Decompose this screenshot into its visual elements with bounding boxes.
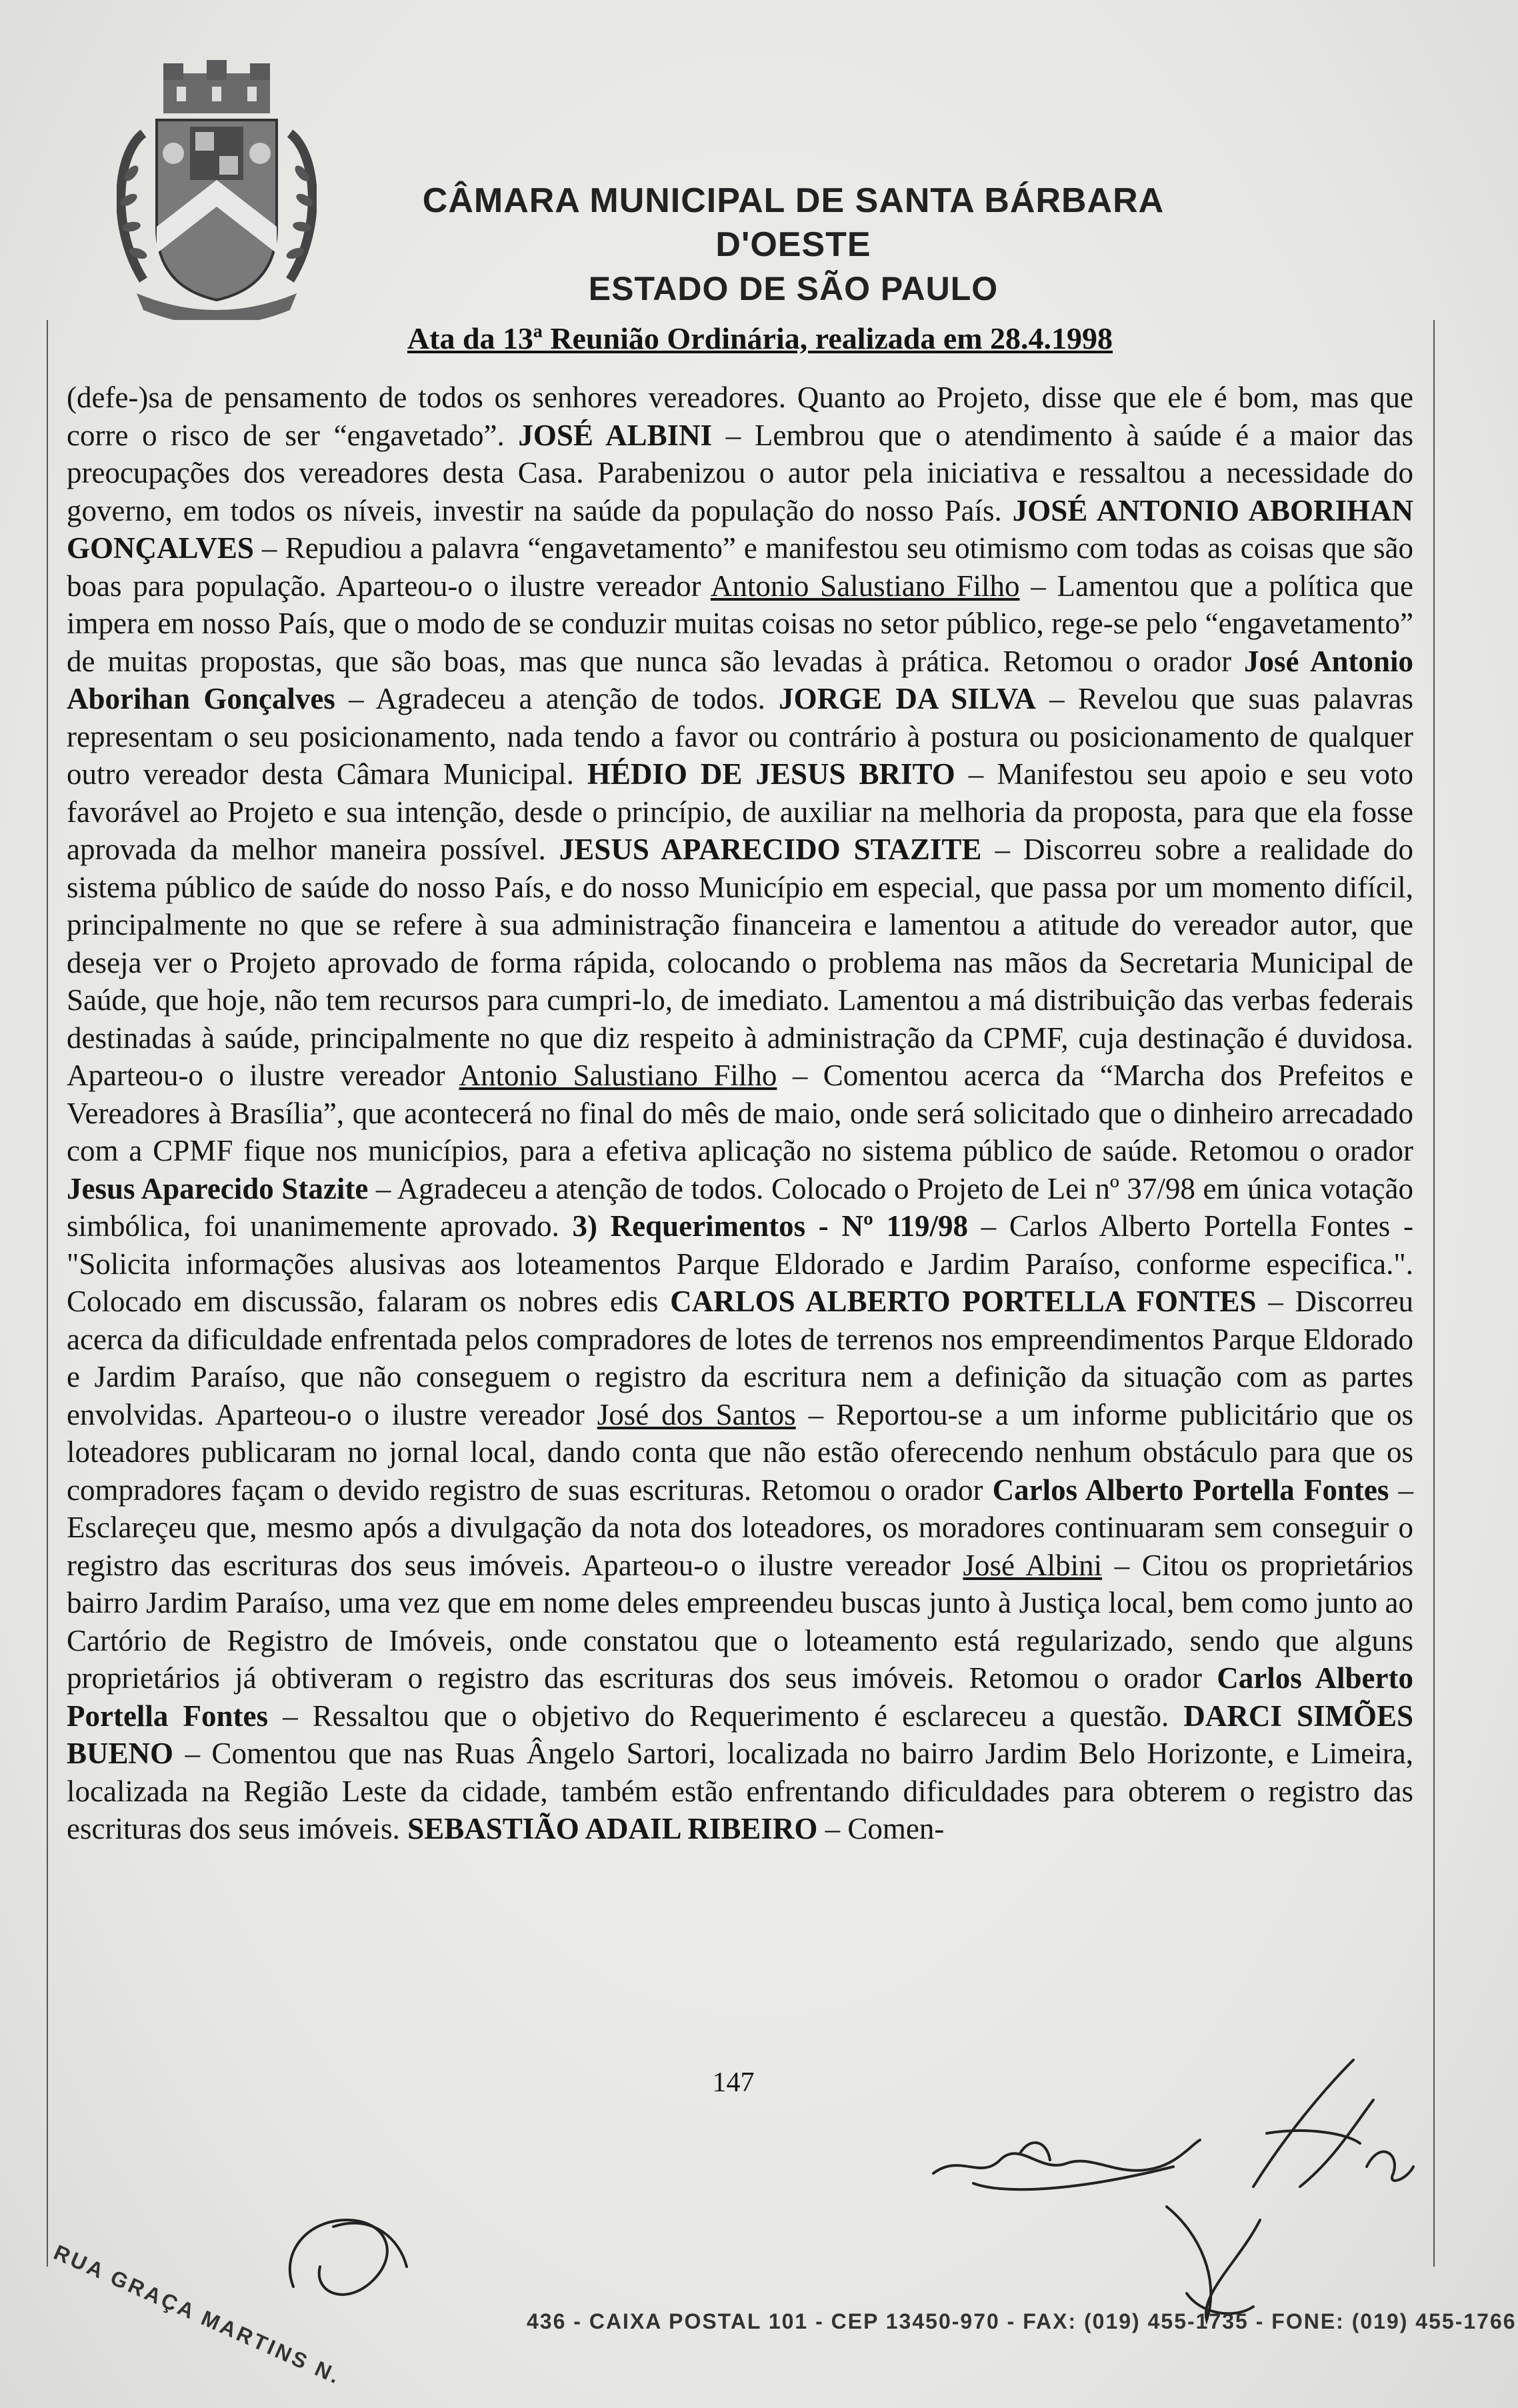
aparte-name: Antonio Salustiano Filho — [459, 1059, 777, 1092]
speaker-name: SEBASTIÃO ADAIL RIBEIRO — [407, 1812, 818, 1845]
aparte-name: Antonio Salustiano Filho — [710, 569, 1020, 603]
aparte-name: José dos Santos — [597, 1397, 796, 1431]
right-margin-line — [1433, 320, 1435, 2267]
speaker-name: JORGE DA SILVA — [779, 682, 1036, 715]
speaker-name: Carlos Alberto Portella Fontes — [67, 1661, 1413, 1733]
minutes-body — [67, 379, 1413, 1848]
requirement-heading: 3) Requerimentos - Nº 119/98 — [572, 1209, 968, 1243]
speaker-name: JESUS APARECIDO STAZITE — [559, 833, 982, 866]
speaker-name: JOSÉ ANTONIO ABORIHAN GONÇALVES — [67, 493, 1414, 565]
footer-address-curve: RUA GRAÇA MARTINS N. — [50, 2240, 346, 2389]
minutes-paragraph: (defe-)sa de pensamento de todos os senhores vereadores. Quanto ao Projeto, disse que ele é bom, mas que corre o risco de ser “engavetado”. JOSÉ ALBINI – Lembrou que o atendimento à saúde é a maior das preocupações dos vereadores desta Casa. Parabenizou o autor pela iniciativa e ressaltou a necessidade do governo, em todos os níveis, investir na saúde da população do nosso País. JOSÉ ANTONIO ABORIHAN GONÇALVES – Repudiou a palavra “engavetamento” e manifestou seu otimismo com todas as coisas que são boas para população. Aparteou-o o ilustre vereador Antonio Salustiano Filho – Lamentou que a política que impera em nosso País, que o modo de se conduzir muitas coisas no setor público, rege-se pelo “engavetamento” de muitas propostas, que são boas, mas que nunca são levadas à prática. Retomou o orador José Antonio Aborihan Gonçalves – Agradeceu a atenção de todos. JORGE DA SILVA – Revelou que suas palavras representam o seu posicionamento, nada tendo a favor ou contrário à postura ou posicionamento de qualquer outro vereador desta Câmara Municipal. HÉDIO DE JESUS BRITO – Manifestou seu apoio e seu voto favorável ao Projeto e sua intenção, desde o princípio, de auxiliar na melhoria da proposta, para que ela fosse aprovada da melhor maneira possível. JESUS APARECIDO STAZITE – Discorreu sobre a realidade do sistema público de saúde do nosso País, e do nosso Município em especial, que passa por um momento difícil, principalmente no que se refere à sua administração financeira e lamentou a atitude do vereador autor, que deseja ver o Projeto aprovado de forma rápida, colocando o problema nas mãos da Secretaria Municipal de Saúde, que hoje, não tem recursos para cumpri-lo, de imediato. Lamentou a má distribuição das verbas federais destinadas à saúde, principalmente no que diz respeito à administração da CPMF, cuja destinação é duvidosa. Aparteou-o o ilustre vereador Antonio Salustiano Filho – Comentou acerca da “Marcha dos Prefeitos e Vereadores à Brasília”, que acontecerá no final do mês de maio, onde será solicitado que o dinheiro arrecadado com a CPMF fique nos municípios, para a efetiva aplicação no sistema público de saúde. Retomou o orador Jesus Aparecido Stazite – Agradeceu a atenção de todos. Colocado o Projeto de Lei nº 37/98 em única votação simbólica, foi unanimemente aprovado. 3) Requerimentos - Nº 119/98 – Carlos Alberto Portella Fontes - "Solicita informações alusivas aos loteamentos Parque Eldorado e Jardim Paraíso, conforme especifica.". Colocado em discussão, falaram os nobres edis CARLOS ALBERTO PORTELLA FONTES – Discorreu acerca da dificuldade enfrentada pelos compradores de lotes de terrenos nos empreendimentos Parque Eldorado e Jardim Paraíso, que não conseguem o registro da escritura nem a definição da situação com as partes envolvidas. Aparteou-o o ilustre vereador José dos Santos – Reportou-se a um informe publicitário que os loteadores publicaram no jornal local, dando conta que não estão oferecendo nenhum obstáculo para que os compradores façam o devido registro de suas escrituras. Retomou o orador Carlos Alberto Portella Fontes – Esclareçeu que, mesmo após a divulgação da nota dos loteadores, os moradores continuaram sem conseguir o registro das escrituras dos seus imóveis. Aparteou-o o ilustre vereador José Albini – Citou os proprietários bairro Jardim Paraíso, uma vez que em nome deles empreendeu buscas junto à Justiça local, bem como junto ao Cartório de Registro de Imóveis, onde constatou que o loteamento está regularizado, sendo que alguns proprietários já obtiveram o registro das escrituras dos seus imóveis. Retomou o orador Carlos Alberto Portella Fontes – Ressaltou que o objetivo do Requerimento é esclareceu a questão. DARCI SIMÕES BUENO – Comentou que nas Ruas Ângelo Sartori, localizada no bairro Jardim Belo Horizonte, e Limeira, localizada na Região Leste da cidade, também estão enfrentando dificuldades para obterem o registro das escrituras dos seus imóveis. SEBASTIÃO ADAIL RIBEIRO – Comen- — [67, 381, 1414, 1845]
speaker-name: Jesus Aparecido Stazite — [67, 1171, 369, 1205]
left-margin-line — [47, 320, 48, 2267]
minutes-title: Ata da 13ª Reunião Ordinária, realizada em 28.4.1998 — [407, 321, 1113, 355]
state-name: ESTADO DE SÃO PAULO — [588, 270, 999, 307]
speaker-name: HÉDIO DE JESUS BRITO — [587, 757, 955, 791]
aparte-name: José Albini — [963, 1548, 1103, 1582]
speaker-name: JOSÉ ALBINI — [518, 418, 713, 452]
speaker-name: CARLOS ALBERTO PORTELLA FONTES — [670, 1285, 1257, 1318]
letterhead-footer — [50, 2220, 1517, 2389]
municipal-coat-of-arms — [117, 60, 317, 320]
speaker-name: José Antonio Aborihan Gonçalves — [67, 644, 1413, 715]
letterhead — [360, 179, 1227, 311]
speaker-name: Carlos Alberto Portella Fontes — [992, 1473, 1389, 1507]
speaker-name: DARCI SIMÕES BUENO — [67, 1699, 1413, 1770]
page-number: 147 — [712, 2067, 755, 2098]
institution-name: CÂMARA MUNICIPAL DE SANTA BÁRBARA D'OESTE — [422, 181, 1165, 264]
footer-contact-line: 436 - CAIXA POSTAL 101 - CEP 13450-970 - FAX: (019) 455-1735 - FONE: (019) 455-1766 — [527, 2309, 1517, 2333]
